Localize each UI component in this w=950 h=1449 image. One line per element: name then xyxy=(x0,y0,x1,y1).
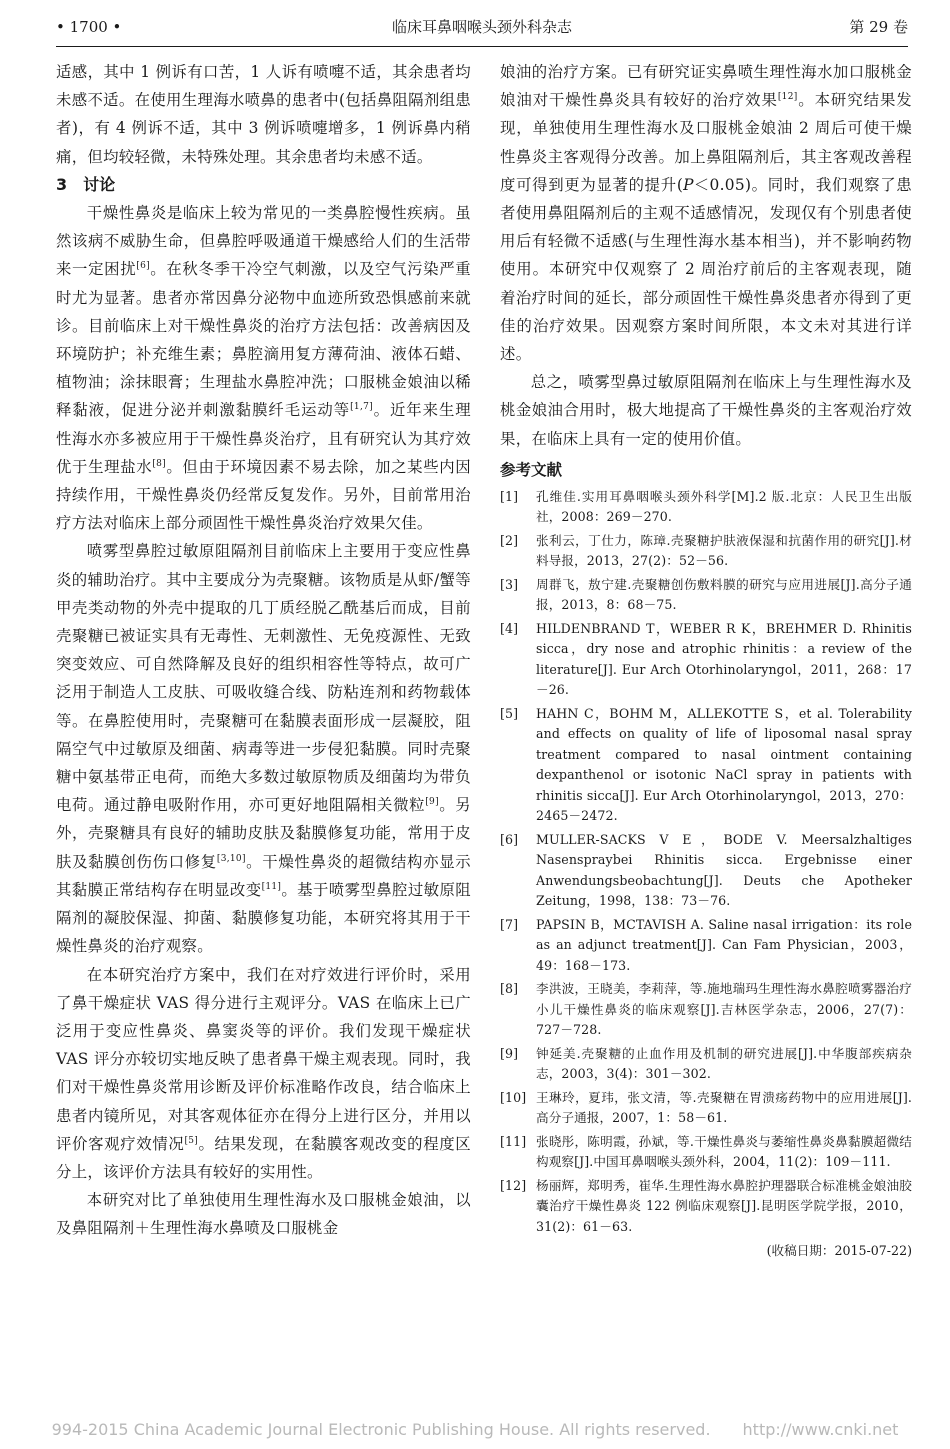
reference-item xyxy=(500,619,912,701)
reference-text: 周群飞，敖宁建.壳聚糖创伤敷料膜的研究与应用进展[J].高分子通报，2013，8：68－75. xyxy=(536,576,912,613)
reference-item xyxy=(500,487,912,528)
reference-item xyxy=(500,1176,912,1238)
discussion-paragraph-1: 干燥性鼻炎是临床上较为常见的一类鼻腔慢性疾病。虽然该病不威胁生命，但鼻腔呼吸通道干燥感给人们的生活带来一定困扰[6]。在秋冬季干冷空气刺激，以及空气污染严重时尤为显著。患者亦常因鼻分泌物中血迹所致恐惧感前来就诊。目前临床上对干燥性鼻炎的治疗方法包括：改善病因及环境防护；补充维生素；鼻腔滴用复方薄荷油、液体石蜡、植物油；涂抹眼膏；生理盐水鼻腔冲洗；口服桃金娘油以稀释黏液，促进分泌并刺激黏膜纤毛运动等[1,7]。近年来生理性海水亦多被应用于干燥性鼻炎治疗，且有研究认为其疗效优于生理盐水[8]。但由于环境因素不易去除，加之某些内因持续作用，干燥性鼻炎仍经常反复发作。另外，目前常用治疗方法对临床上部分顽固性干燥性鼻炎治疗效果欠佳。 xyxy=(56,204,471,533)
reference-number: [1] xyxy=(500,488,519,504)
citation[interactable]: [8] xyxy=(152,458,166,469)
reference-item xyxy=(500,830,912,912)
reference-item xyxy=(500,575,912,616)
citation[interactable]: [1,7] xyxy=(350,402,373,413)
conclusion-paragraph: 总之，喷雾型鼻过敏原阻隔剂在临床上与生理性海水及桃金娘油合用时，极大地提高了干燥性鼻炎的主客观治疗效果，在临床上具有一定的使用价值。 xyxy=(500,373,912,448)
reference-item xyxy=(500,979,912,1041)
reference-number: [2] xyxy=(500,532,519,548)
reference-item xyxy=(500,1132,912,1173)
reference-item xyxy=(500,1044,912,1085)
reference-text: MULLER-SACKS V E，BODE V. Meersalzhaltiges Nasenspraybei Rhinitis sicca. Ergebnisse einer Anwendungsbeobachtung[J]. Deuts che Apotheker Zeitung，1998，138：73－76. xyxy=(536,831,912,909)
reference-text: 李洪波，王晓美，李莉萍，等.施地瑞玛生理性海水鼻腔喷雾器治疗小儿干燥性鼻炎的临床观察[J].吉林医学杂志，2006，27(7)：727－728. xyxy=(536,981,912,1038)
citation[interactable]: [3,10] xyxy=(216,853,246,864)
journal-title: 临床耳鼻咽喉头颈外科杂志 xyxy=(391,18,572,36)
received-date: (收稿日期：2015-07-22) xyxy=(766,1243,912,1259)
section-heading-discussion: 3 讨论 xyxy=(56,174,116,194)
citation[interactable]: [12] xyxy=(777,92,798,103)
references-heading: 参考文献 xyxy=(500,460,563,479)
discussion-paragraph-3: 在本研究治疗方案中，我们在对疗效进行评价时，采用了鼻干燥症状 VAS 得分进行主观评分。VAS 在临床上已广泛用于变应性鼻炎、鼻窦炎等的评价。我们发现干燥症状 VAS 评分亦较切实地反映了患者鼻干燥主观表现。同时，我们对干燥性鼻炎常用诊断及评价标准略作改良，结合临床上患者内镜所见，对其客观体征亦在得分上进行区分，并用以评价客观疗效情况[5]。结果发现，在黏膜客观改变的程度区分上，该评价方法具有较好的实用性。 xyxy=(56,965,471,1181)
reference-number: [3] xyxy=(500,576,519,592)
paragraph-continued: 适感，其中 1 例诉有口苦，1 人诉有喷嚏不适，其余患者均未感不适。在使用生理海水喷鼻的患者中(包括鼻阻隔剂组患者)，有 4 例诉不适，其中 3 例诉喷嚏增多，1 例诉鼻内稍痛，但均较轻微，未特殊处理。其余患者均未感不适。 xyxy=(56,63,471,166)
reference-number: [8] xyxy=(500,981,519,997)
right-column xyxy=(500,58,912,1262)
reference-number: [10] xyxy=(500,1089,527,1105)
citation[interactable]: [9] xyxy=(425,797,439,808)
reference-item xyxy=(500,704,912,827)
reference-text: 孔维佳.实用耳鼻咽喉头颈外科学[M].2 版.北京：人民卫生出版社，2008：269－270. xyxy=(536,488,912,525)
reference-number: [12] xyxy=(500,1177,527,1193)
running-header xyxy=(56,14,908,40)
reference-item xyxy=(500,531,912,572)
reference-text: 钟延美.壳聚糖的止血作用及机制的研究进展[J].中华腹部疾病杂志，2003，3(4)：301－302. xyxy=(536,1045,912,1082)
discussion-paragraph-2: 喷雾型鼻腔过敏原阻隔剂目前临床上主要用于变应性鼻炎的辅助治疗。其中主要成分为壳聚糖。该物质是从虾/蟹等甲壳类动物的外壳中提取的几丁质经脱乙酰基后而成，目前壳聚糖已被证实具有无毒性、无刺激性、无免疫源性、无致突变效应、可自然降解及良好的组织相容性等特点，故可广泛用于制造人工皮肤、可吸收缝合线、防粘连剂和药物载体等。在鼻腔使用时，壳聚糖可在黏膜表面形成一层凝胶，阻隔空气中过敏原及细菌、病毒等进一步侵犯黏膜。同时壳聚糖中氨基带正电荷，而绝大多数过敏原物质及细菌均为带负电荷。通过静电吸附作用，亦可更好地阻隔相关微粒[9]。另外，壳聚糖具有良好的辅助皮肤及黏膜修复功能，常用于皮肤及黏膜创伤伤口修复[3,10]。干燥性鼻炎的超微结构亦显示其黏膜正常结构存在明显改变[11]。基于喷雾型鼻腔过敏原阻隔剂的凝胶保湿、抑菌、黏膜修复功能，本研究将其用于干燥性鼻炎的治疗观察。 xyxy=(56,542,471,956)
volume-label: 第 29 卷 xyxy=(849,18,908,36)
reference-text: HILDENBRAND T，WEBER R K，BREHMER D. Rhinitis sicca，dry nose and atrophic rhinitis：a review of the literature[J]. Eur Arch Otorhinolaryngol，2011，268：17－26. xyxy=(536,620,912,698)
reference-number: [7] xyxy=(500,916,519,932)
reference-number: [9] xyxy=(500,1045,519,1061)
cnki-watermark-footer: 994-2015 China Academic Journal Electronic Publishing House. All rights reserved. http://www.cnki.net xyxy=(51,1420,899,1439)
reference-item xyxy=(500,915,912,977)
header-rule xyxy=(56,46,908,47)
page-number: • 1700 • xyxy=(56,18,122,36)
reference-text: 王琳玲，夏玮，张文清，等.壳聚糖在胃溃疡药物中的应用进展[J].高分子通报，2007，1：58－61. xyxy=(536,1089,912,1126)
reference-text: PAPSIN B，MCTAVISH A. Saline nasal irrigation：its role as an adjunct treatment[J]. Can Fam Physician，2003，49：168－173. xyxy=(536,916,912,973)
citation[interactable]: [11] xyxy=(261,881,282,892)
reference-number: [4] xyxy=(500,620,519,636)
reference-item xyxy=(500,1088,912,1129)
reference-text: 张晓彤，陈明霞，孙斌，等.干燥性鼻炎与萎缩性鼻炎鼻黏膜超微结构观察[J].中国耳鼻咽喉头颈外科，2004，11(2)：109－111. xyxy=(536,1133,912,1170)
reference-text: 杨丽辉，郑明秀，崔华.生理性海水鼻腔护理器联合标准桃金娘油胶囊治疗干燥性鼻炎 122 例临床观察[J].昆明医学院学报，2010，31(2)：61－63. xyxy=(536,1177,912,1234)
reference-list xyxy=(500,487,912,1238)
citation[interactable]: [6] xyxy=(136,261,150,272)
paragraph-continued-right: 娘油的治疗方案。已有研究证实鼻喷生理性海水加口服桃金娘油对干燥性鼻炎具有较好的治疗效果[12]。本研究结果发现，单独使用生理性海水及口服桃金娘油 2 周后可使干燥性鼻炎主客观得分改善。加上鼻阻隔剂后，其主客观改善程度可得到更为显著的提升(P＜0.05)。同时，我们观察了患者使用鼻阻隔剂后的主观不适感情况，发现仅有个别患者使用后有轻微不适感(与生理性海水基本相当)，并不影响药物使用。本研究中仅观察了 2 周治疗前后的主客观表现，随着治疗时间的延长，部分顽固性干燥性鼻炎患者亦得到了更佳的治疗效果。因观察方案时间所限，本文未对其进行详述。 xyxy=(500,63,912,364)
reference-number: [5] xyxy=(500,705,519,721)
discussion-paragraph-4: 本研究对比了单独使用生理性海水及口服桃金娘油，以及鼻阻隔剂＋生理性海水鼻喷及口服桃金 xyxy=(56,1191,471,1238)
left-column xyxy=(56,58,471,1243)
reference-text: 张利云，丁仕力，陈璋.壳聚糖护肤液保湿和抗菌作用的研究[J].材料导报，2013，27(2)：52－56. xyxy=(536,532,912,569)
reference-number: [6] xyxy=(500,831,519,847)
reference-number: [11] xyxy=(500,1133,527,1149)
reference-text: HAHN C，BOHM M，ALLEKOTTE S，et al. Tolerability and effects on quality of life of liposomal nasal spray treatment compared to nasal ointment containing dexpanthenol or isotonic NaCl spray in patients with rhinitis sicca[J]. Eur Arch Otorhinolaryngol，2013，270：2465－2472. xyxy=(536,705,912,824)
citation[interactable]: [5] xyxy=(184,1135,199,1146)
